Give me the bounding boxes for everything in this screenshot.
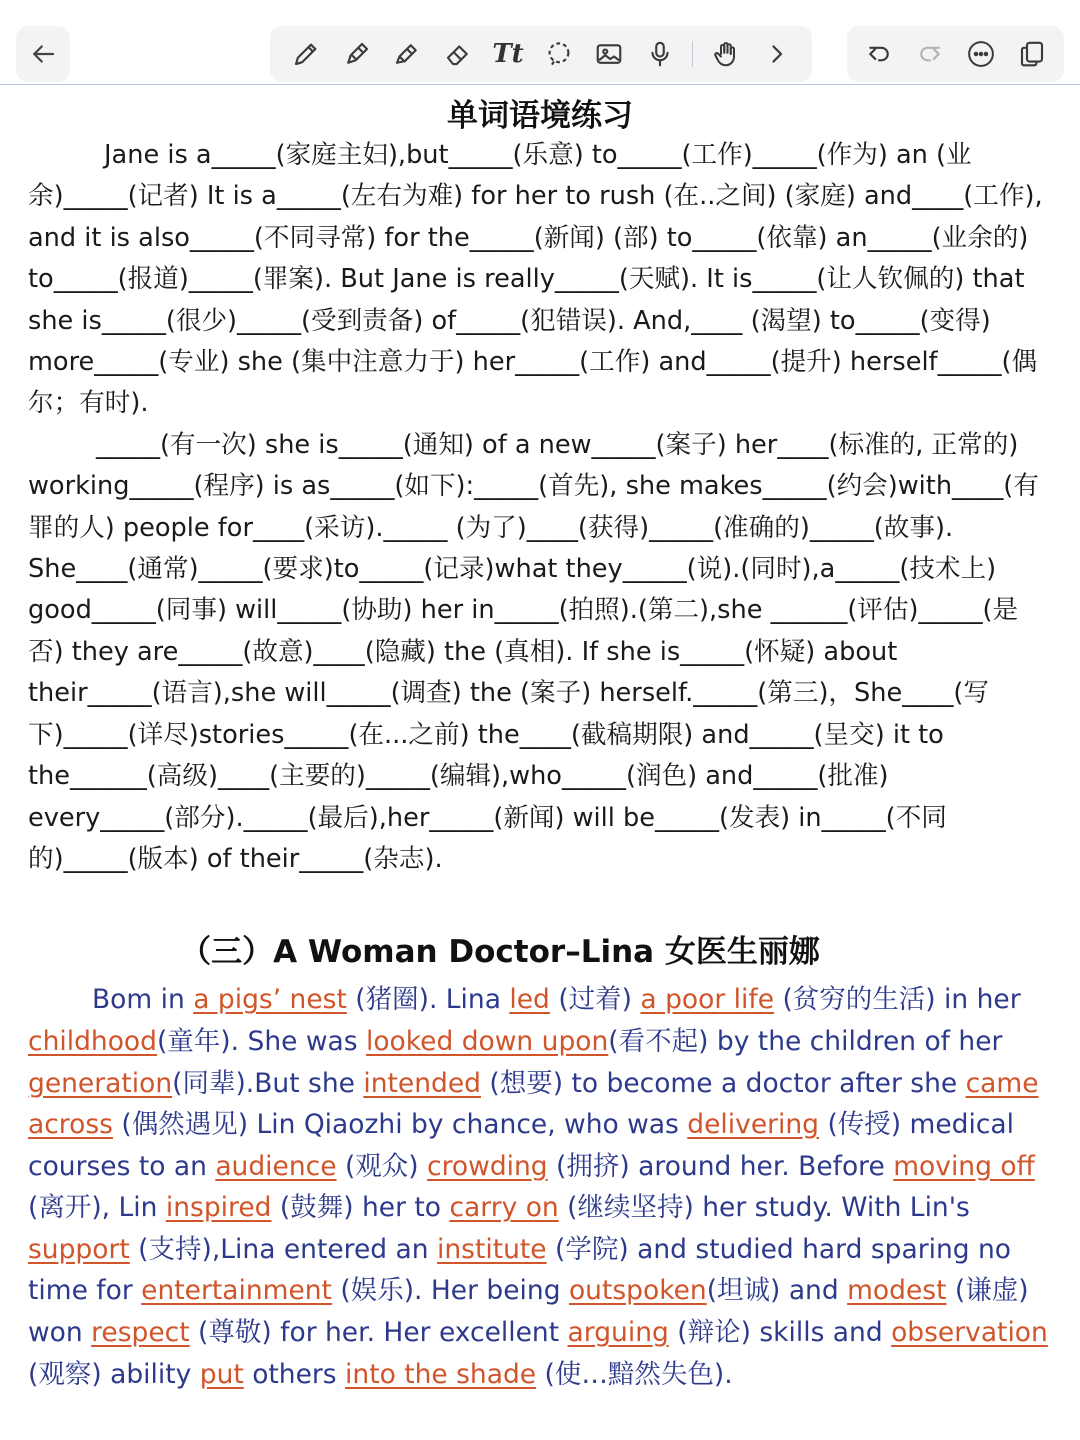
more-icon[interactable]	[963, 36, 999, 72]
vocab-term: outspoken	[568, 1275, 707, 1307]
vocab-term: respect	[91, 1317, 190, 1349]
story-segment: (继续坚持) her study. With Lin's	[558, 1192, 970, 1224]
story-segment: (谦虚) won	[28, 1275, 1029, 1349]
exercise-title: 单词语境练习	[447, 98, 633, 134]
story-segment: (娱乐). Her being	[331, 1275, 569, 1307]
story-segment: (看不起) by the children of her	[608, 1025, 1003, 1057]
vocab-term: looked down upon	[365, 1025, 609, 1057]
story-segment: (支持),Lina entered an	[129, 1233, 437, 1265]
vocab-term: intended	[363, 1067, 481, 1099]
pencil-icon[interactable]	[288, 36, 324, 72]
vocab-term: carry on	[449, 1192, 559, 1224]
vocab-term: inspired	[165, 1192, 272, 1224]
vocab-term: moving off	[893, 1150, 1035, 1182]
exercise-paragraph-2: _____(有一次) she is_____(通知) of a new_____(案子) her____(标准的, 正常的) working_____(程序) is as_____(如下):_____(首先), she makes_____(约会)with____(有罪的人) people for____(采访)._____ (为了)____(获得)_____(准确的)_____(故事). She____(通常)_____(要求)to_____(记录)what they_____(说).(同时),a_____(技术上) good_____(同事) will_____(协助) her in_____(拍照).(第二),she ______(评估)_____(是否) they are_____(故意)____(隐藏) the (真相). If she is_____(怀疑) about their_____(语言),she will_____(调查) the (案子) herself._____(第三)，She____(写下)_____(详尽)stories_____(在...之前) the____(截稿期限) and_____(呈交) it to the______(高级)____(主要的)_____(编辑),who_____(润色) and_____(批准) every_____(部分)._____(最后),her_____(新闻) will be_____(发表) in_____(不同的)_____(版本) of their_____(杂志).	[28, 429, 1039, 874]
story-title: （三）A Woman Doctor–Lina 女医生丽娜	[180, 934, 820, 971]
tool-palette	[270, 26, 812, 82]
undo-icon[interactable]	[861, 36, 897, 72]
story-segment: (童年). She was	[156, 1025, 366, 1057]
back-button[interactable]	[16, 26, 70, 82]
story-segment: (观察) ability	[28, 1358, 200, 1390]
back-arrow-icon	[25, 36, 61, 72]
vocab-term: led	[509, 984, 550, 1016]
story-body	[28, 984, 1048, 1389]
pen-icon[interactable]	[339, 36, 375, 72]
exercise-text	[28, 135, 1052, 880]
story-segment: Bom in	[92, 984, 194, 1016]
story-segment: (辩论) skills and	[668, 1317, 892, 1349]
vocab-term: generation	[28, 1067, 173, 1099]
exercise-paragraph-1: Jane is a_____(家庭主妇),but_____(乐意) to_____(工作)_____(作为) an (业余)_____(记者) It is a_____(左右为难) for her to rush (在..之间) (家庭) and____(工作), and it is also_____(不同寻常) for the_____(新闻) (部) to_____(依靠) an_____(业余的) to_____(报道)_____(罪案). But Jane is really_____(天赋). It is_____(让人钦佩的) that she is_____(很少)_____(受到责备) of_____(犯错误). And,____ (渴望) to_____(变得) more_____(专业) she (集中注意力于) her_____(工作) and_____(提升) herself_____(偶尔；有时).	[28, 140, 1043, 419]
text-tool-icon[interactable]: Tt	[492, 39, 524, 69]
story-segment: (过着)	[549, 984, 641, 1016]
vocab-term: came across	[28, 1067, 1039, 1141]
story-segment: (同辈).But she	[172, 1067, 364, 1099]
story-segment: (想要) to become a doctor after she	[480, 1067, 966, 1099]
vocab-term: institute	[436, 1233, 547, 1265]
story-segment: (观众)	[336, 1150, 428, 1182]
vocab-term: a pigs’ nest	[193, 984, 347, 1016]
vocab-term: audience	[215, 1150, 337, 1182]
story-segment: others	[243, 1358, 346, 1390]
vocab-term: childhood	[28, 1025, 157, 1057]
vocab-term: into the shade	[345, 1358, 537, 1390]
story-text	[28, 979, 1052, 1395]
note-page[interactable]	[0, 84, 1080, 1440]
story-segment: (尊敬) for her. Her excellent	[189, 1317, 568, 1349]
vocab-term: arguing	[567, 1317, 669, 1349]
story-segment: (坦诚) and	[706, 1275, 848, 1307]
story-segment: (鼓舞) her to	[271, 1192, 450, 1224]
story-segment: (离开), Lin	[28, 1192, 166, 1224]
vocab-term: support	[28, 1233, 130, 1265]
vocab-term: modest	[847, 1275, 947, 1307]
chevron-right-icon[interactable]	[758, 36, 794, 72]
vocab-term: observation	[891, 1317, 1048, 1349]
story-segment: (偶然遇见) Lin Qiaozhi by chance, who was	[112, 1109, 688, 1141]
story-segment: (传授) medical courses to an	[28, 1109, 1015, 1182]
microphone-icon[interactable]	[642, 36, 678, 72]
action-palette	[847, 26, 1064, 82]
vocab-term: entertainment	[141, 1275, 332, 1307]
vocab-term: crowding	[427, 1150, 548, 1182]
story-segment: (猪圈). Lina	[346, 984, 510, 1016]
toolbar-separator	[692, 41, 693, 67]
vocab-term: put	[199, 1358, 244, 1390]
hand-icon[interactable]	[708, 36, 744, 72]
highlighter-icon[interactable]	[389, 36, 425, 72]
top-toolbar	[0, 0, 1080, 85]
pages-icon[interactable]	[1014, 36, 1050, 72]
vocab-term: delivering	[687, 1109, 820, 1141]
image-icon[interactable]	[591, 36, 627, 72]
story-segment: (学院) and studied hard sparing no time for	[28, 1233, 1012, 1307]
story-segment: (使…黯然失色).	[536, 1358, 733, 1390]
redo-icon[interactable]	[912, 36, 948, 72]
vocab-term: a poor life	[640, 984, 775, 1016]
lasso-icon[interactable]	[541, 36, 577, 72]
story-segment: (贫穷的生活) in her	[774, 984, 1021, 1016]
eraser-icon[interactable]	[440, 36, 476, 72]
story-segment: (拥挤) around her. Before	[547, 1150, 894, 1182]
